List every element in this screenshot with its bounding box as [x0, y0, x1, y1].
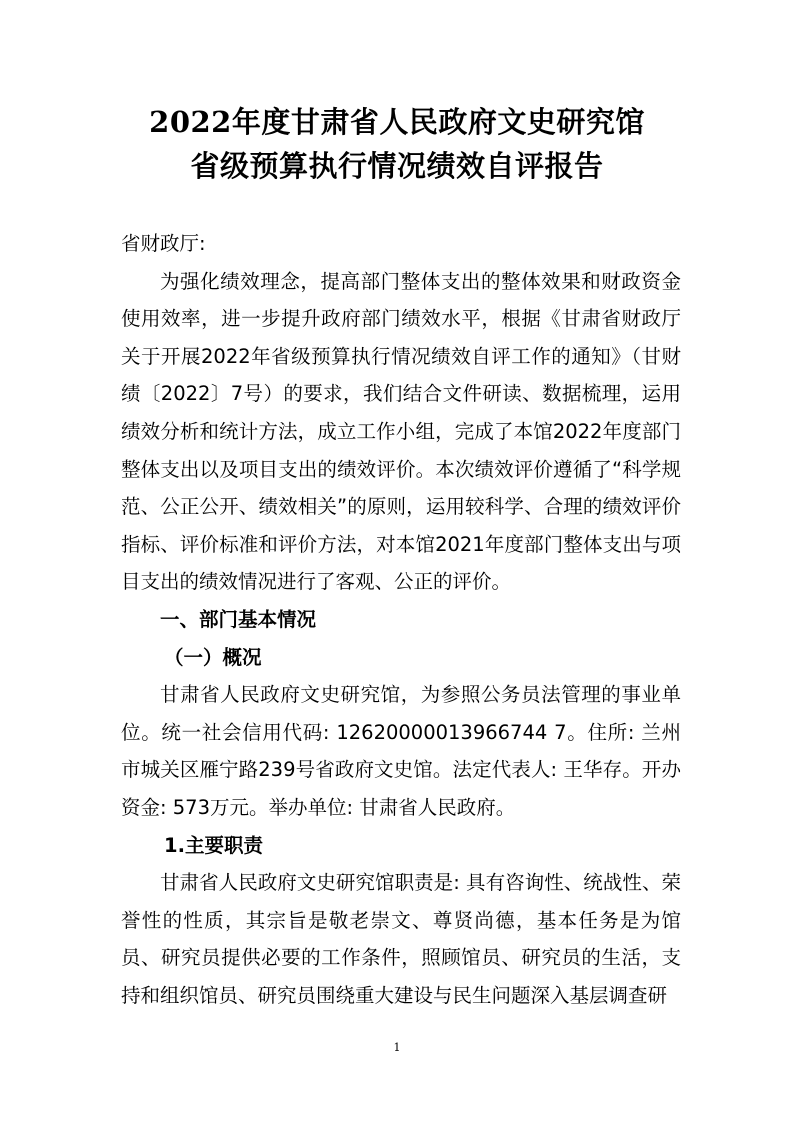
document-title-line-1: 2022年度甘肃省人民政府文史研究馆	[149, 105, 645, 139]
overview-paragraph: 甘肃省人民政府文史研究馆，为参照公务员法管理的事业单位。统一社会信用代码: 12620000013966744 7。住所: 兰州市城关区雁宁路239号省政府文史馆。法定代表人: 王华存。开办资金: 573万元。举办单位: 甘肃省人民政府。	[121, 683, 681, 819]
item-heading-main-duties: 1.主要职责	[164, 833, 263, 857]
intro-paragraph: 为强化绩效理念，提高部门整体支出的整体效果和财政资金使用效率，进一步提升政府部门绩效水平，根据《甘肃省财政厅关于开展2022年省级预算执行情况绩效自评工作的通知》（甘财绩〔2022〕7号）的要求，我们结合文件研读、数据梳理，运用绩效分析和统计方法，成立工作小组，完成了本馆2022年度部门整体支出以及项目支出的绩效评价。本次绩效评价遵循了“科学规范、公正公开、绩效相关”的原则，运用较科学、合理的绩效评价指标、评价标准和评价方法，对本馆2021年度部门整体支出与项目支出的绩效情况进行了客观、公正的评价。	[121, 269, 681, 594]
section-heading-basic-info: 一、部门基本情况	[160, 607, 317, 631]
page-number: 1	[393, 1041, 401, 1054]
salutation: 省财政厅:	[121, 232, 206, 255]
duties-paragraph: 甘肃省人民政府文史研究馆职责是: 具有咨询性、统战性、荣誉性的性质，其宗旨是敬老崇文、尊贤尚德，基本任务是为馆员、研究员提供必要的工作条件，照顾馆员、研究员的生活，支持和组织馆员、研究员围绕重大建设与民生问题深入基层调查研	[121, 871, 681, 1007]
document-body	[121, 225, 681, 1014]
subsection-heading-overview: （一）概况	[164, 645, 262, 669]
document-title-line-2: 省级预算执行情况绩效自评报告	[190, 149, 604, 183]
